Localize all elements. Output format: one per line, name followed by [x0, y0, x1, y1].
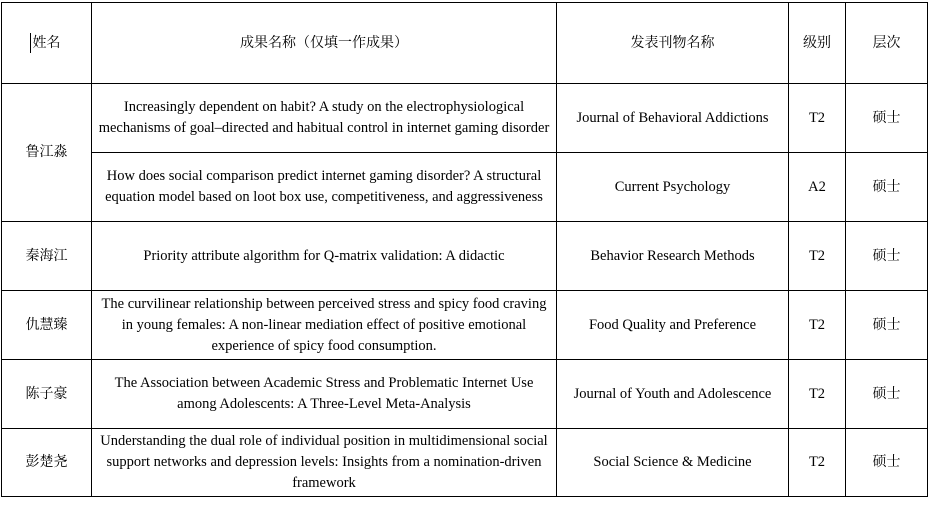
paper-title: Understanding the dual role of individual position in multidimensional social support networks and depression levels: Insights from a nomination-driven framework [92, 429, 557, 497]
paper-title: Increasingly dependent on habit? A study on the electrophysiological mechanisms of goal–directed and habitual control in internet gaming disorder [92, 84, 557, 153]
header-row [2, 3, 928, 84]
author-name: 鲁江淼 [2, 84, 92, 222]
table-row [2, 222, 928, 291]
achievements-table [1, 2, 928, 497]
level-cell: 硕士 [846, 429, 928, 497]
journal-name: Food Quality and Preference [557, 291, 789, 360]
paper-title: How does social comparison predict internet gaming disorder? A structural equation model based on loot box use, competitiveness, and aggressiveness [92, 153, 557, 222]
journal-name: Current Psychology [557, 153, 789, 222]
grade-cell: T2 [789, 291, 846, 360]
level-cell: 硕士 [846, 360, 928, 429]
header-title: 成果名称（仅填一作成果） [92, 3, 557, 84]
level-cell: 硕士 [846, 291, 928, 360]
author-name: 秦海江 [2, 222, 92, 291]
table-row [2, 360, 928, 429]
level-cell: 硕士 [846, 84, 928, 153]
paper-title: Priority attribute algorithm for Q-matrix validation: A didactic [92, 222, 557, 291]
journal-name: Journal of Youth and Adolescence [557, 360, 789, 429]
header-level: 层次 [846, 3, 928, 84]
grade-cell: T2 [789, 360, 846, 429]
table-row [2, 153, 928, 222]
journal-name: Behavior Research Methods [557, 222, 789, 291]
header-journal: 发表刊物名称 [557, 3, 789, 84]
author-name: 彭楚尧 [2, 429, 92, 497]
grade-cell: A2 [789, 153, 846, 222]
grade-cell: T2 [789, 84, 846, 153]
author-name: 仇慧臻 [2, 291, 92, 360]
paper-title: The Association between Academic Stress and Problematic Internet Use among Adolescents: A Three-Level Meta-Analysis [92, 360, 557, 429]
journal-name: Journal of Behavioral Addictions [557, 84, 789, 153]
table-row [2, 429, 928, 497]
level-cell: 硕士 [846, 222, 928, 291]
paper-title: The curvilinear relationship between perceived stress and spicy food craving in young females: A non-linear mediation effect of positive emotional experience of spicy food consumption. [92, 291, 557, 360]
grade-cell: T2 [789, 429, 846, 497]
table-row [2, 84, 928, 153]
level-cell: 硕士 [846, 153, 928, 222]
journal-name: Social Science & Medicine [557, 429, 789, 497]
text-cursor [30, 33, 31, 53]
author-name: 陈子豪 [2, 360, 92, 429]
header-grade: 级别 [789, 3, 846, 84]
grade-cell: T2 [789, 222, 846, 291]
header-name: 姓名 [2, 3, 92, 84]
table-row [2, 291, 928, 360]
